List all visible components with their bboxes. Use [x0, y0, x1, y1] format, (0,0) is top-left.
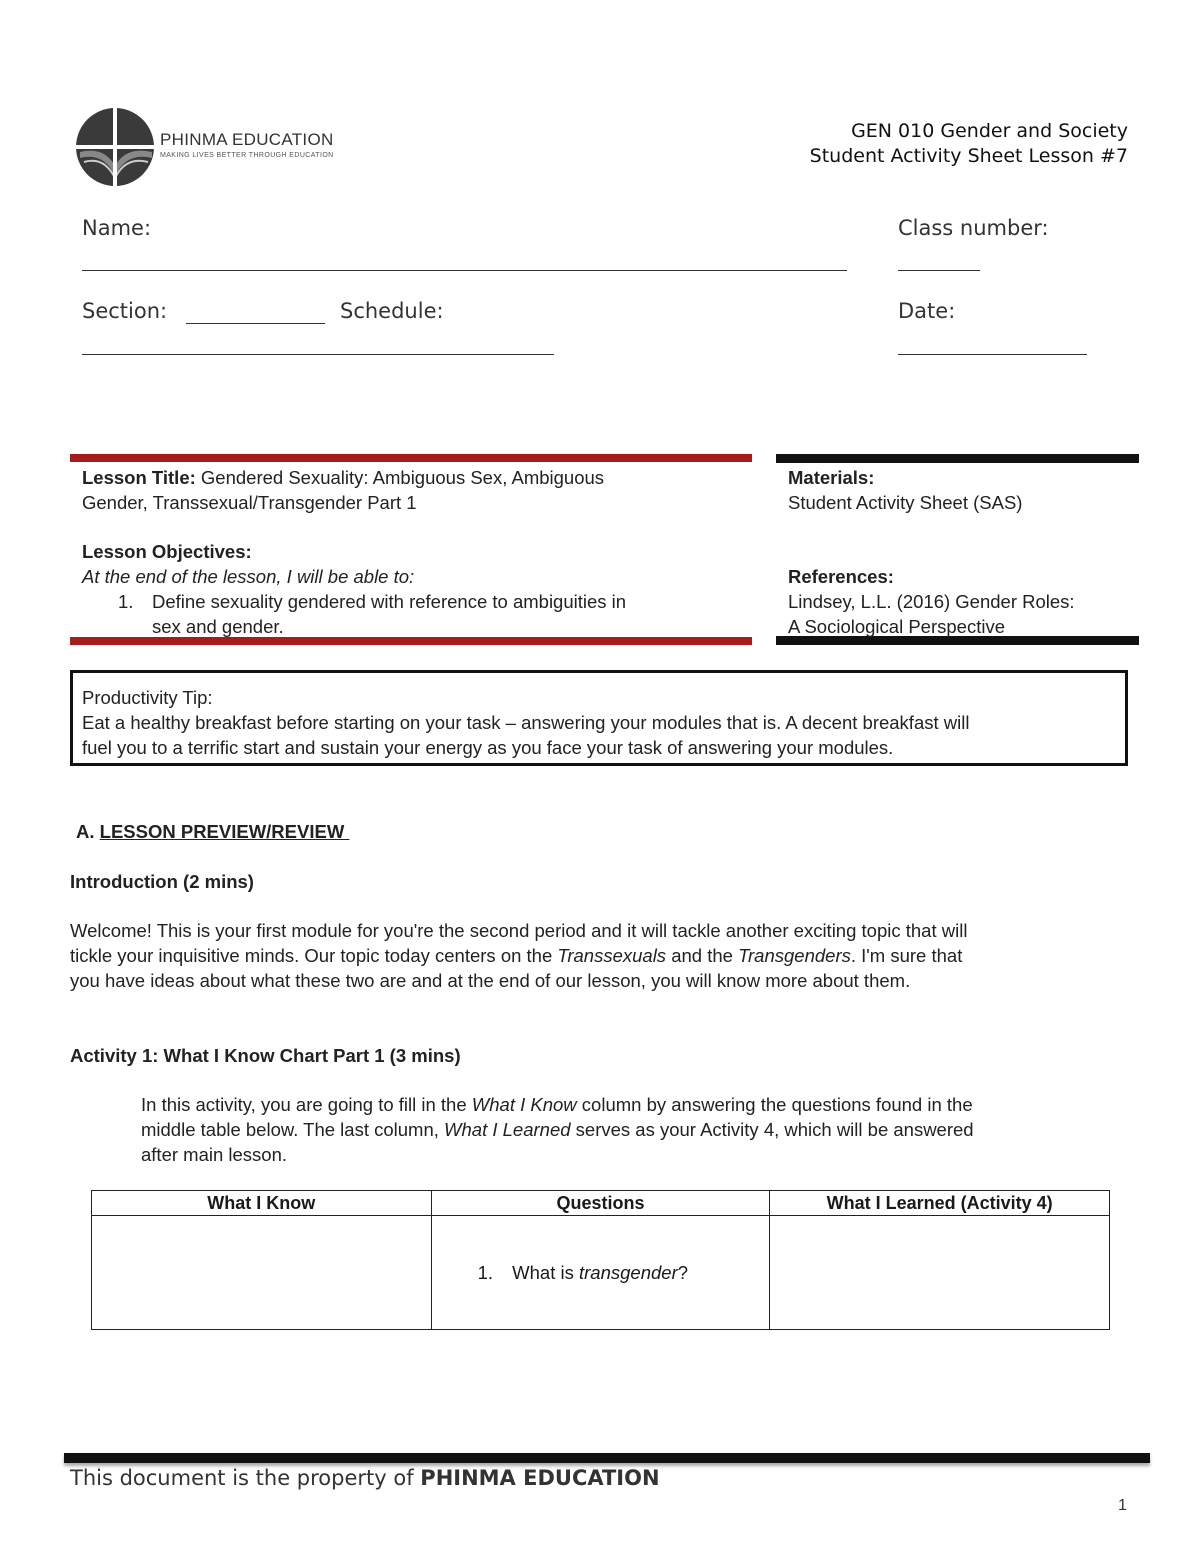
materials-value: Student Activity Sheet (SAS) [788, 492, 1023, 513]
lesson-info [82, 465, 742, 639]
references-label: References: [788, 566, 894, 587]
column-header-questions: Questions [431, 1191, 770, 1216]
activity1-heading: Activity 1: What I Know Chart Part 1 (3 mins) [70, 1045, 461, 1066]
objectives-intro: At the end of the lesson, I will be able to: [82, 566, 415, 587]
sheet-title: Student Activity Sheet Lesson #7 [809, 145, 1128, 167]
lesson-title-line2: Gender, Transsexual/Transgender Part 1 [82, 492, 417, 513]
activity1-instructions [141, 1092, 1141, 1167]
date-label: Date: [898, 299, 956, 323]
what-i-learned-cell[interactable] [770, 1216, 1110, 1330]
objective-line1: Define sexuality gendered with reference to ambiguities in [152, 591, 627, 612]
globe-logo-icon [74, 106, 156, 188]
question-cell [431, 1216, 770, 1330]
footer-ownership-text: This document is the property of [70, 1466, 421, 1490]
class-number-field[interactable] [898, 270, 980, 271]
section-label: Section: [82, 299, 168, 323]
references-line2: A Sociological Perspective [788, 616, 1005, 637]
introduction-text [70, 918, 1150, 993]
objective-item [82, 589, 742, 639]
tip-line2: fuel you to a terrific start and sustain your energy as you face your task of answering your modules. [82, 737, 894, 758]
phinma-logo [74, 106, 334, 188]
class-number-label: Class number: [898, 216, 1049, 240]
logo-tagline: MAKING LIVES BETTER THROUGH EDUCATION [160, 152, 334, 159]
section-a-prefix: A. [76, 821, 100, 842]
intro-text-segment: and the [666, 945, 739, 966]
question-text [498, 1262, 688, 1283]
activity1-emphasis-what-i-know: What I Know [471, 1094, 577, 1115]
question-text-segment: ? [677, 1261, 689, 1283]
activity1-text-segment: serves as your Activity 4, which will be answered [570, 1119, 974, 1140]
productivity-tip-box [70, 670, 1128, 766]
activity1-text-segment: column by answering the questions found in the [576, 1094, 973, 1115]
references-line1: Lindsey, L.L. (2016) Gender Roles: [788, 591, 1075, 612]
course-title: GEN 010 Gender and Society [851, 120, 1128, 142]
activity1-line2 [141, 1117, 1141, 1142]
intro-line2 [70, 943, 1150, 968]
footer-text [70, 1466, 660, 1490]
logo-wordmark: PHINMA EDUCATION [160, 130, 334, 149]
introduction-heading: Introduction (2 mins) [70, 871, 254, 892]
intro-emphasis-transsexuals: Transsexuals [557, 945, 667, 966]
name-field[interactable] [82, 270, 847, 271]
tip-line1: Eat a healthy breakfast before starting on your task – answering your modules that is. A decent breakfast will [82, 712, 970, 733]
what-i-know-cell[interactable] [92, 1216, 432, 1330]
lesson-title-line1: Gendered Sexuality: Ambiguous Sex, Ambiguous [195, 467, 605, 488]
lesson-top-rule [70, 454, 752, 462]
activity1-text-segment: In this activity, you are going to fill in the [141, 1094, 472, 1115]
intro-emphasis-transgenders: Transgenders [738, 945, 851, 966]
section-a-title: LESSON PREVIEW/REVIEW [99, 821, 350, 842]
intro-text-segment: tickle your inquisitive minds. Our topic today centers on the [70, 945, 558, 966]
date-field[interactable] [898, 354, 1087, 355]
materials-label: Materials: [788, 467, 875, 488]
lesson-title-label: Lesson Title: [82, 467, 196, 488]
objective-line2: sex and gender. [152, 616, 284, 637]
table-header-row [92, 1191, 1110, 1216]
column-header-what-i-know: What I Know [92, 1191, 432, 1216]
objectives-label: Lesson Objectives: [82, 541, 252, 562]
schedule-label: Schedule: [340, 299, 444, 323]
intro-text-segment: . I'm sure that [850, 945, 963, 966]
objective-number: 1. [118, 591, 134, 612]
activity1-emphasis-what-i-learned: What I Learned [444, 1119, 571, 1140]
lesson-sidebar [788, 465, 1138, 639]
question-emphasis: transgender [579, 1261, 678, 1283]
question-text-segment: What is [512, 1261, 579, 1283]
intro-line1: Welcome! This is your first module for you're the second period and it will tackle another exciting topic that will [70, 920, 968, 941]
sidebar-top-rule [776, 454, 1139, 463]
activity1-text-segment: middle table below. The last column, [141, 1119, 445, 1140]
footer-rule [64, 1453, 1150, 1463]
page-number: 1 [1118, 1497, 1127, 1514]
column-header-what-i-learned: What I Learned (Activity 4) [770, 1191, 1110, 1216]
intro-line3: you have ideas about what these two are and at the end of our lesson, you will know more about them. [70, 970, 911, 991]
activity1-line3: after main lesson. [141, 1144, 288, 1165]
name-label: Name: [82, 216, 152, 240]
question-number: 1. [477, 1261, 494, 1283]
footer-brand: PHINMA EDUCATION [420, 1466, 660, 1490]
section-a-heading [76, 819, 349, 844]
kwl-table [91, 1190, 1110, 1330]
schedule-field[interactable] [82, 354, 554, 355]
lesson-title [82, 465, 742, 490]
table-row [92, 1216, 1110, 1330]
activity1-line1 [141, 1092, 1141, 1117]
tip-heading: Productivity Tip: [82, 687, 213, 708]
section-field[interactable] [186, 323, 325, 324]
